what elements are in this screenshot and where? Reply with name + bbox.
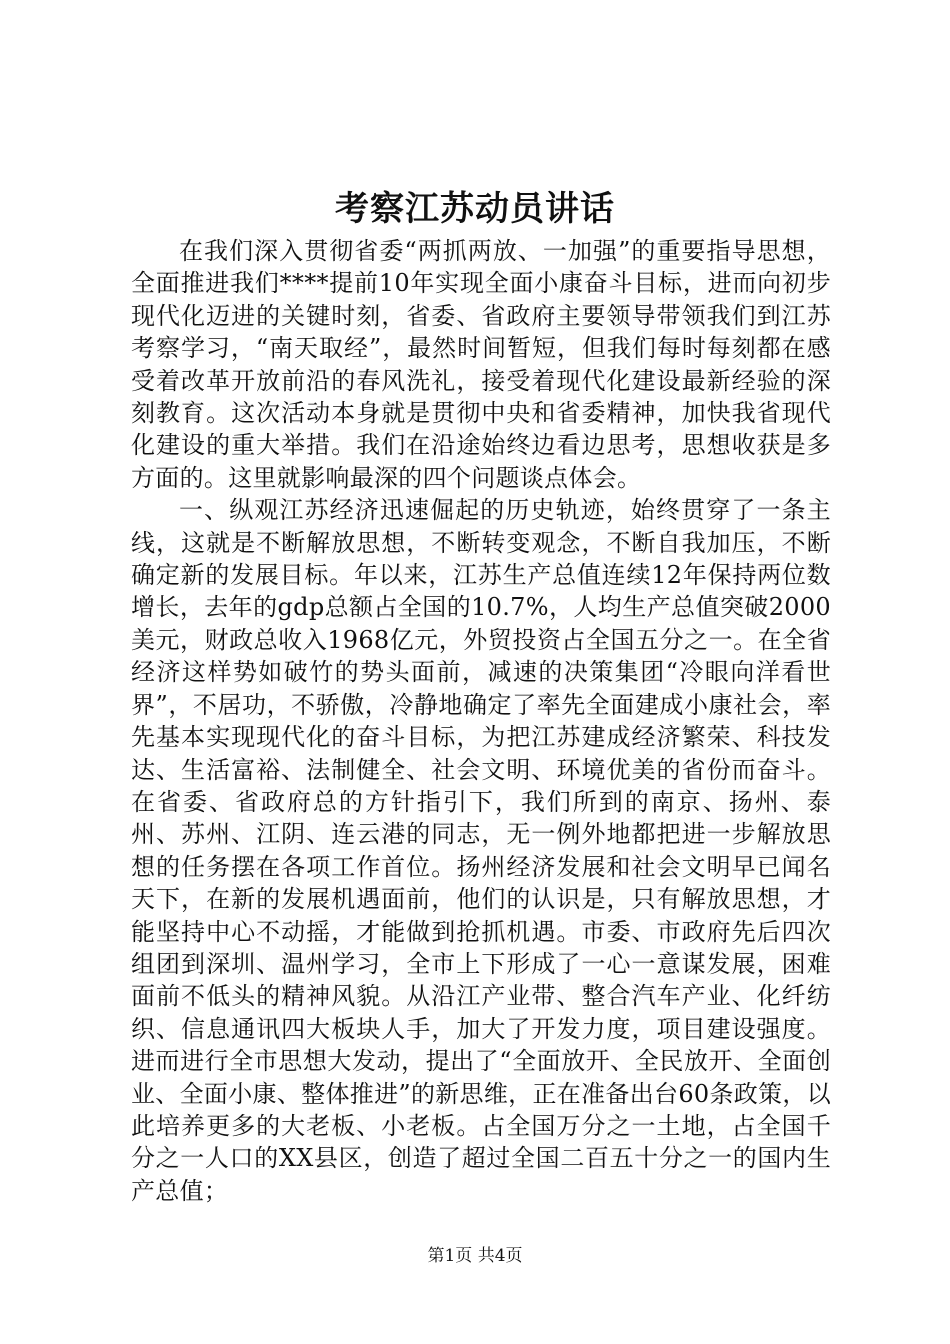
page-number-footer: 第1页 共4页 — [427, 1246, 523, 1266]
paragraph-intro: 在我们深入贯彻省委“两抓两放、一加强”的重要指导思想，全面推进我们****提前10年实现全面小康奋斗目标，进而向初步现代化迈进的关键时刻，省委、省政府主要领导带领我们到江苏考察学习，“南天取经”，最然时间暂短，但我们每时每刻都在感受着改革开放前沿的春风洗礼，接受着现代化建设最新经验的深刻教育。这次活动本身就是贯彻中央和省委精神，加快我省现代化建设的重大举措。我们在沿途始终边看边思考，思想收获是多方面的。这里就影响最深的四个问题谈点体会。 — [131, 237, 831, 492]
document-title: 考察江苏动员讲话 — [335, 189, 615, 229]
document-body — [131, 235, 831, 1207]
paragraph-section-one: 一、纵观江苏经济迅速倔起的历史轨迹，始终贯穿了一条主线，这就是不断解放思想，不断转变观念，不断自我加压，不断确定新的发展目标。年以来，江苏生产总值连续12年保持两位数增长，去年的gdp总额占全国的10.7%，人均生产总值突破2000美元，财政总收入1968亿元，外贸投资占全国五分之一。在全省经济这样势如破竹的势头面前，减速的决策集团“冷眼向洋看世界”，不居功，不骄傲，冷静地确定了率先全面建成小康社会，率先基本实现现代化的奋斗目标，为把江苏建成经济繁荣、科技发达、生活富裕、法制健全、社会文明、环境优美的省份而奋斗。在省委、省政府总的方针指引下，我们所到的南京、扬州、泰州、苏州、江阴、连云港的同志，无一例外地都把进一步解放思想的任务摆在各项工作首位。扬州经济发展和社会文明早已闻名天下，在新的发展机遇面前，他们的认识是，只有解放思想，才能坚持中心不动摇，才能做到抢抓机遇。市委、市政府先后四次组团到深圳、温州学习，全市上下形成了一心一意谋发展，困难面前不低头的精神风貌。从沿江产业带、整合汽车产业、化纤纺织、信息通讯四大板块人手，加大了开发力度，项目建设强度。进而进行全市思想大发动，提出了“全面放开、全民放开、全面创业、全面小康、整体推进”的新思维，正在准备出台60条政策，以此培养更多的大老板、小老板。占全国万分之一土地，占全国千分之一人口的XX县区，创造了超过全国二百五十分之一的国内生产总值； — [131, 496, 831, 1205]
